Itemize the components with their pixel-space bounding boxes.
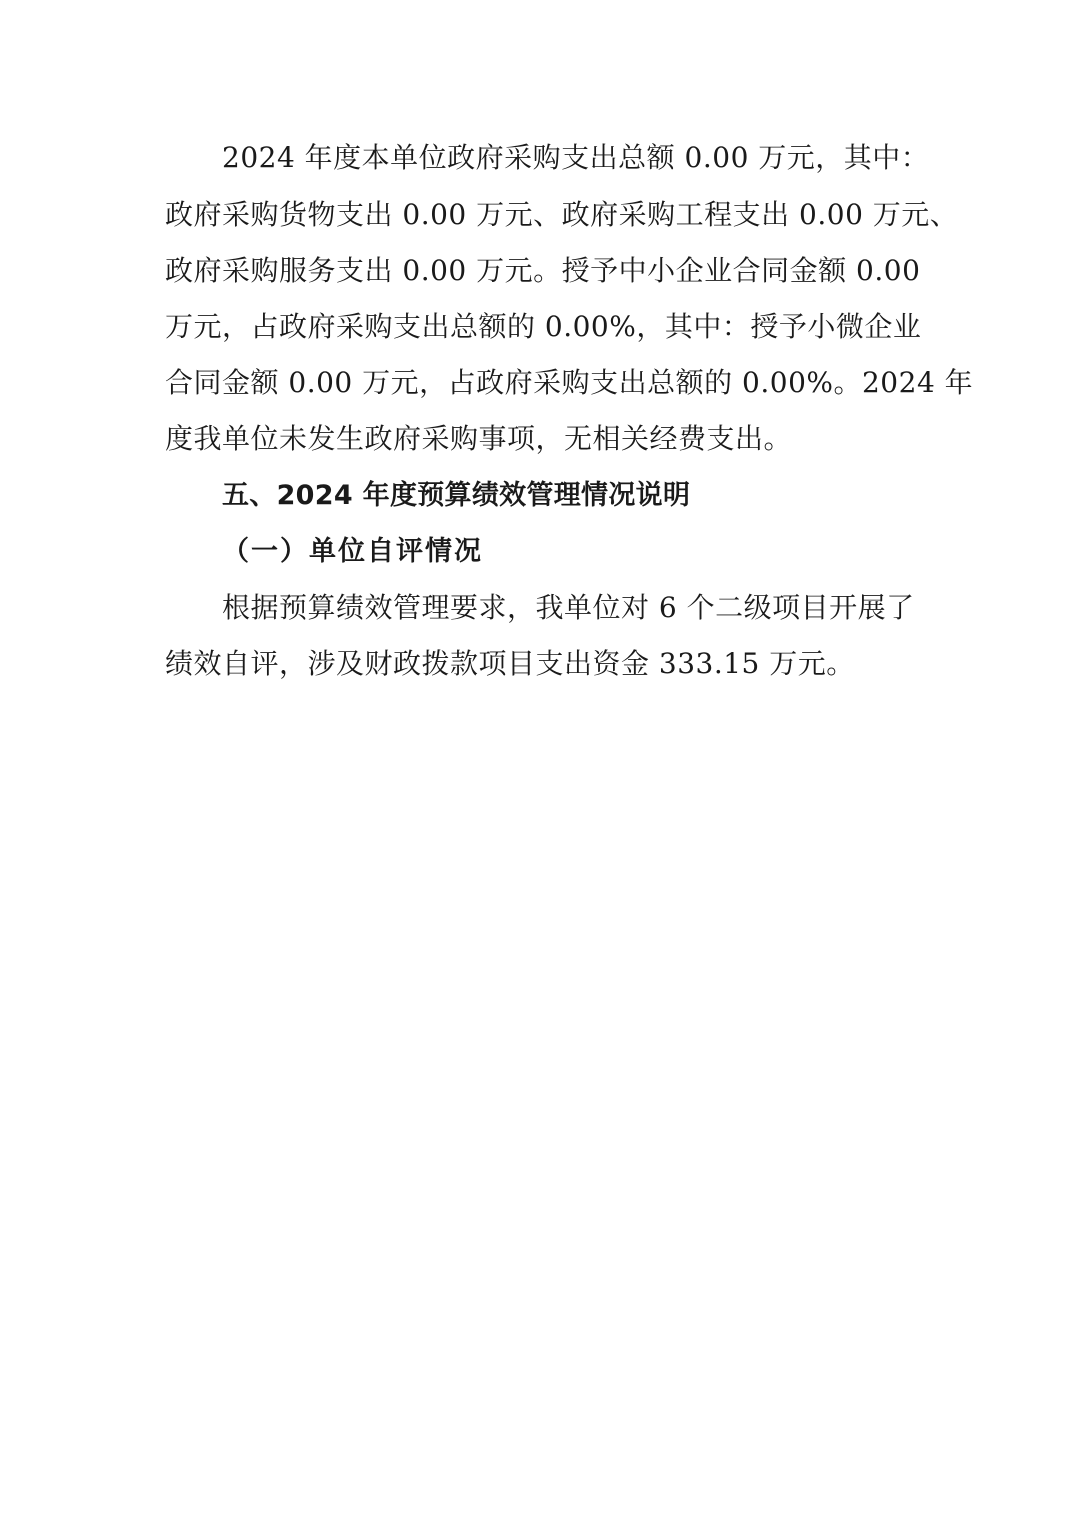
subsection-heading: （一）单位自评情况 — [222, 536, 483, 567]
paragraph-line: 政府采购服务支出 0.00 万元。授予中小企业合同金额 0.00 — [165, 254, 921, 287]
paragraph-line: 2024 年度本单位政府采购支出总额 0.00 万元，其中： — [222, 141, 930, 174]
paragraph-line: 绩效自评，涉及财政拨款项目支出资金 333.15 万元。 — [165, 647, 855, 680]
paragraph-line: 度我单位未发生政府采购事项，无相关经费支出。 — [165, 422, 793, 455]
paragraph-line: 万元，占政府采购支出总额的 0.00%，其中：授予小微企业 — [165, 310, 922, 343]
paragraph-line: 合同金额 0.00 万元，占政府采购支出总额的 0.00%。2024 年 — [165, 366, 974, 399]
paragraph-line: 政府采购货物支出 0.00 万元、政府采购工程支出 0.00 万元、 — [165, 198, 959, 231]
paragraph-line: 根据预算绩效管理要求，我单位对 6 个二级项目开展了 — [222, 591, 915, 624]
section-heading: 五、2024 年度预算绩效管理情况说明 — [222, 480, 691, 511]
